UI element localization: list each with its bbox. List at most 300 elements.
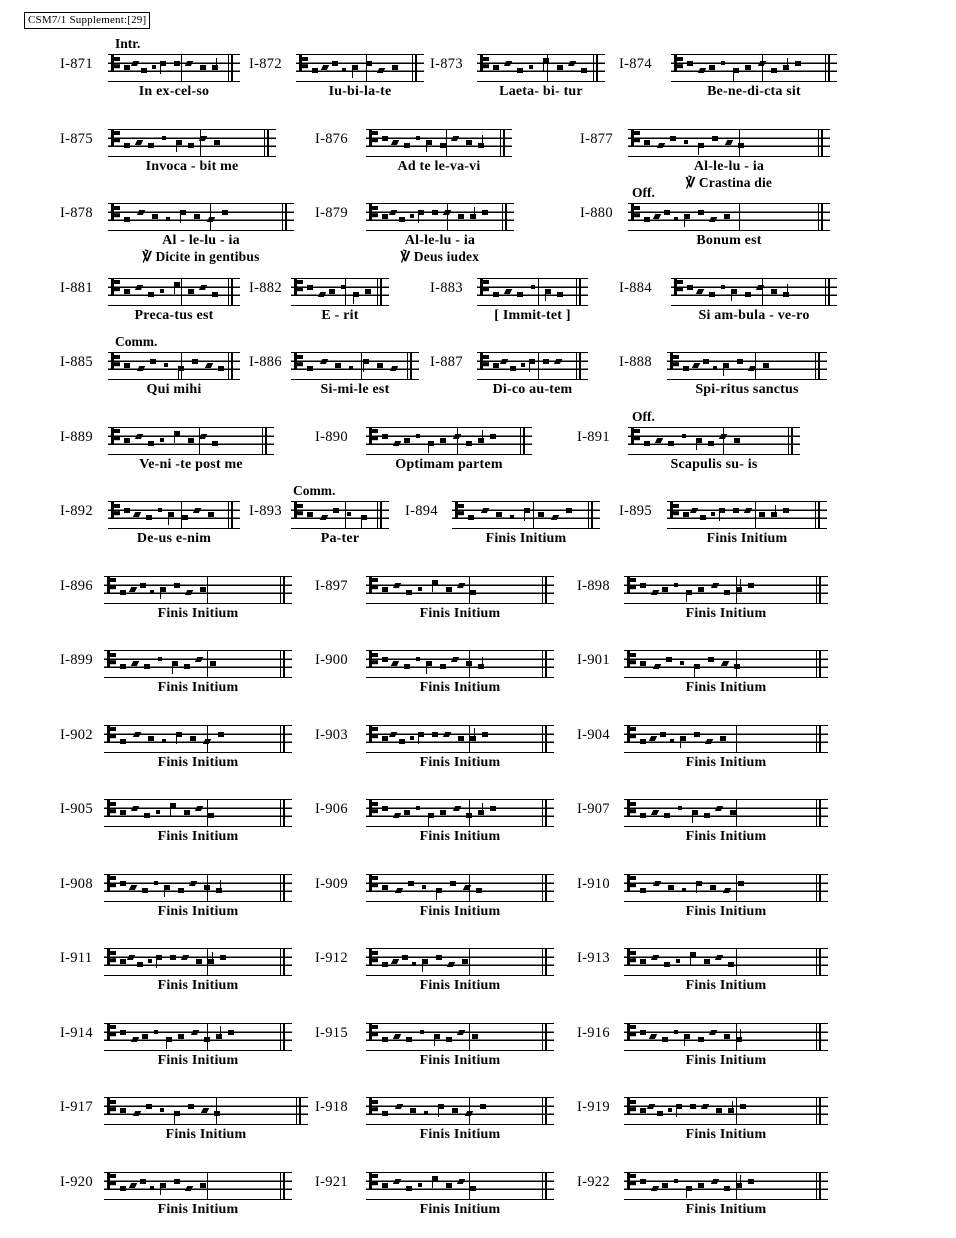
page-header-stamp: CSM7/1 Supplement:[29] (24, 12, 150, 29)
chant-incipit-text: Finis Initium (157, 1201, 239, 1217)
chant-cue-number: I-909 (315, 875, 348, 892)
chant-incipit-text: Bonum est (696, 233, 762, 248)
neume-note (651, 590, 659, 595)
chant-incipit-text: Finis Initium (157, 829, 239, 844)
barline (736, 650, 737, 678)
neume-note (700, 515, 706, 520)
barline (762, 54, 763, 82)
neume-note (715, 806, 723, 811)
chant-cue-number: I-897 (315, 577, 348, 594)
neume-note (692, 363, 700, 368)
neume-note (724, 214, 730, 219)
barline (736, 1097, 737, 1125)
chant-incipit-text: Qui mihi (146, 382, 202, 397)
chant-incipit-text: Finis Initium (685, 1201, 767, 1217)
chant-incipit-text: De-us e-nim (136, 531, 212, 546)
chant-cue-number: I-888 (619, 354, 652, 370)
chant-row (0, 334, 956, 409)
neume-note (723, 363, 729, 368)
chant-incipit-text: Laeta- bi- tur (499, 84, 583, 99)
neume-note (719, 508, 725, 513)
chant-incipit-text: Finis Initium (685, 903, 767, 919)
neume-note (664, 813, 670, 818)
chant-incipit-text: Finis Initium (419, 829, 501, 844)
barline (755, 352, 756, 380)
chant-incipit-text: Finis Initium (157, 680, 239, 695)
chant-cue-number: I-894 (405, 503, 438, 519)
barline (736, 874, 737, 902)
neume-note (684, 140, 688, 144)
chant-entry[interactable] (0, 409, 956, 484)
chant-incipit-text: Finis Initium (419, 754, 501, 770)
chant-staff (671, 278, 837, 306)
chant-genre-rubric: Comm. (115, 334, 158, 349)
chant-cue-number: I-920 (60, 1173, 93, 1190)
neume-note (670, 739, 674, 743)
neume-note (660, 732, 666, 737)
chant-entry[interactable] (0, 1005, 956, 1080)
neume-note (737, 359, 743, 364)
barline (739, 129, 740, 157)
chant-cue-number: I-886 (249, 354, 282, 370)
chant-staff (628, 203, 830, 231)
neume-note (687, 61, 693, 66)
chant-entry[interactable] (0, 1079, 956, 1154)
neume-note (690, 508, 698, 513)
neume-note (653, 881, 661, 886)
neume-note (640, 661, 646, 666)
neume-note (704, 959, 710, 964)
chant-incipit-text: Finis Initium (419, 1201, 501, 1217)
neume-note (640, 1179, 646, 1184)
neume-note (644, 441, 650, 446)
chant-row (0, 707, 956, 782)
chant-staff (624, 874, 828, 902)
neume-note (795, 61, 801, 66)
chant-cue-number: I-872 (249, 56, 282, 72)
c-clef-icon (674, 279, 683, 296)
chant-cue-number: I-895 (619, 503, 652, 519)
neume-note (694, 732, 700, 737)
chant-incipit-text: Iu-bi-la-te (328, 84, 392, 99)
chant-cue-number: I-890 (315, 428, 348, 445)
chant-staff (624, 650, 828, 678)
neume-note (721, 61, 725, 65)
chant-staff (624, 1023, 828, 1051)
chant-row (0, 632, 956, 707)
neume-note (676, 959, 680, 963)
c-clef-icon (670, 353, 679, 370)
chant-incipit-text: In ex-cel-so (138, 84, 210, 99)
neume-note (738, 881, 744, 886)
double-barline (816, 948, 817, 976)
neume-note (733, 68, 739, 73)
chant-genre-rubric: Intr. (115, 36, 141, 51)
chant-cue-number: I-874 (619, 56, 652, 72)
chant-incipit-text: Al - le-lu - ia (162, 233, 240, 248)
chant-incipit-text: Finis Initium (419, 903, 501, 919)
chant-staff (671, 54, 837, 82)
chant-incipit-text: Di-co au-tem (492, 382, 573, 397)
neume-note (748, 1179, 754, 1184)
chant-cue-number: I-880 (580, 205, 613, 221)
neume-note (644, 217, 650, 222)
chant-entry[interactable] (0, 260, 956, 335)
neume-note (657, 143, 665, 148)
neume-note (640, 739, 646, 744)
double-barline (816, 576, 817, 604)
neume-note (674, 217, 678, 221)
neume-note (731, 289, 737, 294)
neume-note (680, 736, 686, 741)
neume-note (640, 583, 646, 588)
neume-note (674, 1030, 678, 1034)
double-barline (825, 278, 826, 306)
neume-note (759, 512, 765, 517)
double-barline (815, 501, 816, 529)
c-clef-icon (627, 651, 636, 668)
neume-note (684, 1034, 690, 1039)
neume-note (680, 661, 684, 665)
chant-incipit-text: Ve-ni -te post me (139, 456, 243, 472)
chant-incipit-text: Finis Initium (419, 1052, 501, 1068)
chant-entry[interactable] (0, 36, 956, 111)
neume-note (709, 292, 715, 297)
chant-cue-number: I-875 (60, 130, 93, 147)
barline (755, 501, 756, 529)
neume-note (651, 810, 659, 815)
chant-cue-number: I-918 (315, 1099, 348, 1115)
chant-incipit-text: Finis Initium (685, 754, 767, 770)
c-clef-icon (631, 428, 640, 445)
chant-incipit-text: Finis Initium (485, 531, 567, 546)
double-barline (816, 725, 817, 753)
double-barline (788, 427, 789, 455)
neume-note (674, 1179, 678, 1183)
c-clef-icon (627, 577, 636, 594)
neume-note (783, 65, 789, 70)
double-barline (818, 203, 819, 231)
neume-note (763, 363, 769, 368)
double-barline (816, 799, 817, 827)
neume-note (698, 587, 704, 592)
chant-entry[interactable] (0, 558, 956, 633)
chant-incipit-text: Pa-ter (320, 531, 360, 546)
c-clef-icon (627, 726, 636, 743)
c-clef-icon (631, 130, 640, 147)
neume-note (647, 1104, 655, 1109)
neume-note (684, 214, 690, 219)
neume-note (657, 1111, 663, 1116)
c-clef-icon (631, 204, 640, 221)
neume-note (640, 888, 646, 893)
neume-note (682, 888, 686, 892)
chant-cue-number: I-900 (315, 652, 348, 668)
chant-cue-number: I-906 (315, 801, 348, 817)
neume-note (724, 1034, 730, 1039)
chant-cue-number: I-915 (315, 1024, 348, 1041)
chant-incipit-text: Finis Initium (706, 531, 788, 546)
neume-note (734, 438, 740, 443)
chant-cue-number: I-919 (577, 1099, 610, 1115)
chant-entry[interactable] (0, 334, 956, 409)
chant-incipit-text: Finis Initium (157, 903, 239, 919)
chant-row (0, 930, 956, 1005)
double-barline (825, 54, 826, 82)
neume-note (711, 583, 719, 588)
neume-note (649, 736, 657, 741)
chant-row (0, 483, 956, 558)
chant-incipit-text: Si am-bula - ve-ro (698, 307, 810, 323)
chant-staff (624, 1172, 828, 1200)
chant-incipit-text: Finis Initium (685, 1052, 767, 1068)
neume-note (709, 217, 717, 222)
chant-incipit-text: Finis Initium (685, 680, 767, 695)
neume-note (723, 888, 731, 893)
chant-incipit-text: Finis Initium (685, 1127, 767, 1142)
chant-incipit-text: Scapulis su- is (670, 456, 758, 472)
chant-incipit-text: Finis Initium (419, 978, 501, 993)
barline (736, 1023, 737, 1051)
chant-cue-number: I-921 (315, 1173, 348, 1190)
chant-verse-text: ℣ Dicite in gentibus (142, 249, 260, 264)
chant-staff (667, 501, 827, 529)
neume-note (715, 955, 723, 960)
neume-note (651, 955, 659, 960)
neume-note (649, 1034, 657, 1039)
chant-incipit-text: Invoca - bit me (145, 158, 239, 174)
neume-note (662, 1183, 668, 1188)
chant-cue-number: I-902 (60, 726, 93, 743)
chant-incipit-text: Si-mi-le est (320, 382, 390, 397)
chant-row (0, 1005, 956, 1080)
neume-note (745, 292, 751, 297)
chant-entry[interactable] (0, 930, 956, 1005)
neume-note (668, 441, 674, 446)
chant-incipit-text: Finis Initium (157, 754, 239, 770)
chant-incipit-text: Finis Initium (157, 978, 239, 993)
neume-note (668, 1108, 672, 1112)
neume-note (664, 962, 670, 967)
chant-cue-number: I-876 (315, 130, 348, 147)
neume-note (708, 441, 714, 446)
neume-note (783, 508, 789, 513)
c-clef-icon (674, 55, 683, 72)
neume-note (704, 813, 710, 818)
neume-note (724, 1186, 730, 1191)
chant-incipit-text: Finis Initium (419, 1127, 501, 1142)
neume-note (686, 1186, 692, 1191)
chant-entry[interactable] (0, 483, 956, 558)
neume-note (783, 292, 789, 297)
chant-cue-number: I-885 (60, 354, 93, 370)
neume-note (682, 434, 686, 438)
chant-row (0, 111, 956, 190)
chant-staff (624, 725, 828, 753)
neume-note (713, 366, 717, 370)
neume-note (709, 1030, 717, 1035)
chant-staff (624, 576, 828, 604)
neume-note (640, 813, 646, 818)
chant-incipit-text: Finis Initium (685, 829, 767, 844)
chant-cue-number: I-889 (60, 428, 93, 445)
chant-row (0, 1079, 956, 1154)
barline (736, 1172, 737, 1200)
chant-incipit-text: E - rit (321, 307, 359, 323)
chant-row (0, 781, 956, 856)
c-clef-icon (627, 1098, 636, 1115)
chant-incipit-text: Ad te le-va-vi (397, 158, 481, 174)
chant-incipit-text: Finis Initium (165, 1127, 247, 1142)
neume-note (709, 65, 715, 70)
chant-cue-number: I-905 (60, 801, 93, 817)
neume-note (711, 1179, 719, 1184)
chant-cue-number: I-903 (315, 726, 348, 743)
chant-cue-number: I-912 (315, 950, 348, 966)
neume-note (703, 359, 709, 364)
neume-note (730, 810, 736, 815)
chant-cue-number: I-898 (577, 577, 610, 594)
neume-note (724, 590, 730, 595)
neume-note (651, 1186, 659, 1191)
chant-row (0, 36, 956, 111)
chant-staff (624, 948, 828, 976)
neume-note (696, 438, 702, 443)
chant-row (0, 185, 956, 264)
chant-staff (624, 1097, 828, 1125)
chant-cue-number: I-914 (60, 1024, 93, 1041)
neume-note (690, 1104, 696, 1109)
neume-note (683, 366, 689, 371)
chant-row (0, 260, 956, 335)
neume-note (721, 285, 725, 289)
chant-cue-number: I-901 (577, 652, 610, 668)
double-barline (818, 129, 819, 157)
chant-entry[interactable] (0, 707, 956, 782)
chant-genre-rubric: Comm. (293, 483, 336, 498)
barline (723, 427, 724, 455)
chant-cue-number: I-892 (60, 503, 93, 519)
c-clef-icon (627, 875, 636, 892)
neume-note (745, 65, 751, 70)
neume-note (744, 508, 752, 513)
chant-entry[interactable] (0, 632, 956, 707)
chant-staff (628, 129, 830, 157)
neume-note (716, 1108, 722, 1113)
c-clef-icon (627, 949, 636, 966)
chant-cue-number: I-893 (249, 503, 282, 519)
barline (736, 576, 737, 604)
neume-note (720, 736, 726, 741)
chant-entry[interactable] (0, 185, 956, 260)
chant-cue-number: I-896 (60, 577, 93, 594)
chant-genre-rubric: Off. (632, 408, 655, 424)
c-clef-icon (670, 502, 679, 519)
chant-cue-number: I-913 (577, 950, 610, 966)
neume-note (640, 1030, 646, 1035)
neume-note (687, 285, 693, 290)
neume-note (662, 1037, 668, 1042)
chant-cue-number: I-873 (430, 56, 463, 72)
chant-cue-number: I-877 (580, 130, 613, 147)
chant-cue-number: I-887 (430, 354, 463, 370)
chant-cue-number: I-908 (60, 875, 93, 892)
neume-note (678, 806, 682, 810)
chant-incipit-text: Finis Initium (685, 605, 767, 621)
neume-note (683, 512, 689, 517)
neume-note (644, 140, 650, 145)
chant-catalogue-sheet (0, 36, 956, 1228)
chant-entry[interactable] (0, 781, 956, 856)
neume-note (674, 583, 678, 587)
c-clef-icon (627, 800, 636, 817)
chant-cue-number: I-891 (577, 428, 610, 445)
neume-note (668, 885, 674, 890)
barline (736, 948, 737, 976)
neume-note (676, 1104, 682, 1109)
neume-note (733, 508, 739, 513)
neume-note (712, 136, 718, 141)
neume-note (698, 210, 704, 215)
chant-staff (667, 352, 827, 380)
chant-cue-number: I-907 (577, 801, 610, 817)
neume-note (653, 214, 661, 219)
neume-note (771, 512, 777, 517)
neume-note (701, 1104, 709, 1109)
neume-note (694, 664, 700, 669)
neume-note (698, 143, 704, 148)
barline (739, 203, 740, 231)
neume-note (725, 140, 733, 145)
neume-note (640, 959, 646, 964)
chant-incipit-text: Finis Initium (157, 1052, 239, 1068)
chant-row (0, 409, 956, 484)
neume-note (690, 952, 696, 957)
chant-cue-number: I-879 (315, 205, 348, 221)
neume-note (698, 1183, 704, 1188)
chant-incipit-text: Be-ne-di-cta sit (707, 84, 801, 99)
chant-cue-number: I-911 (60, 950, 93, 966)
chant-entry[interactable] (0, 1154, 956, 1229)
neume-note (686, 590, 692, 595)
chant-cue-number: I-916 (577, 1024, 610, 1041)
chant-incipit-text: Finis Initium (685, 978, 767, 993)
neume-note (710, 885, 716, 890)
chant-cue-number: I-922 (577, 1173, 610, 1190)
c-clef-icon (627, 1024, 636, 1041)
chant-incipit-text: Finis Initium (157, 605, 239, 621)
neume-note (771, 289, 777, 294)
double-barline (816, 1172, 817, 1200)
double-barline (815, 352, 816, 380)
neume-note (728, 1108, 734, 1113)
chant-entry[interactable] (0, 111, 956, 190)
chant-genre-rubric: Off. (632, 185, 655, 200)
chant-incipit-text: Finis Initium (419, 605, 501, 621)
chant-incipit-text: [ Immit-tet ] (494, 307, 571, 323)
neume-note (664, 210, 670, 215)
chant-cue-number: I-883 (430, 279, 463, 296)
double-barline (816, 1023, 817, 1051)
chant-entry[interactable] (0, 856, 956, 931)
chant-cue-number: I-878 (60, 205, 93, 221)
chant-cue-number: I-904 (577, 726, 610, 743)
chant-staff (628, 427, 800, 455)
neume-note (696, 881, 702, 886)
neume-note (711, 512, 715, 516)
neume-note (696, 289, 704, 294)
chant-row (0, 558, 956, 633)
